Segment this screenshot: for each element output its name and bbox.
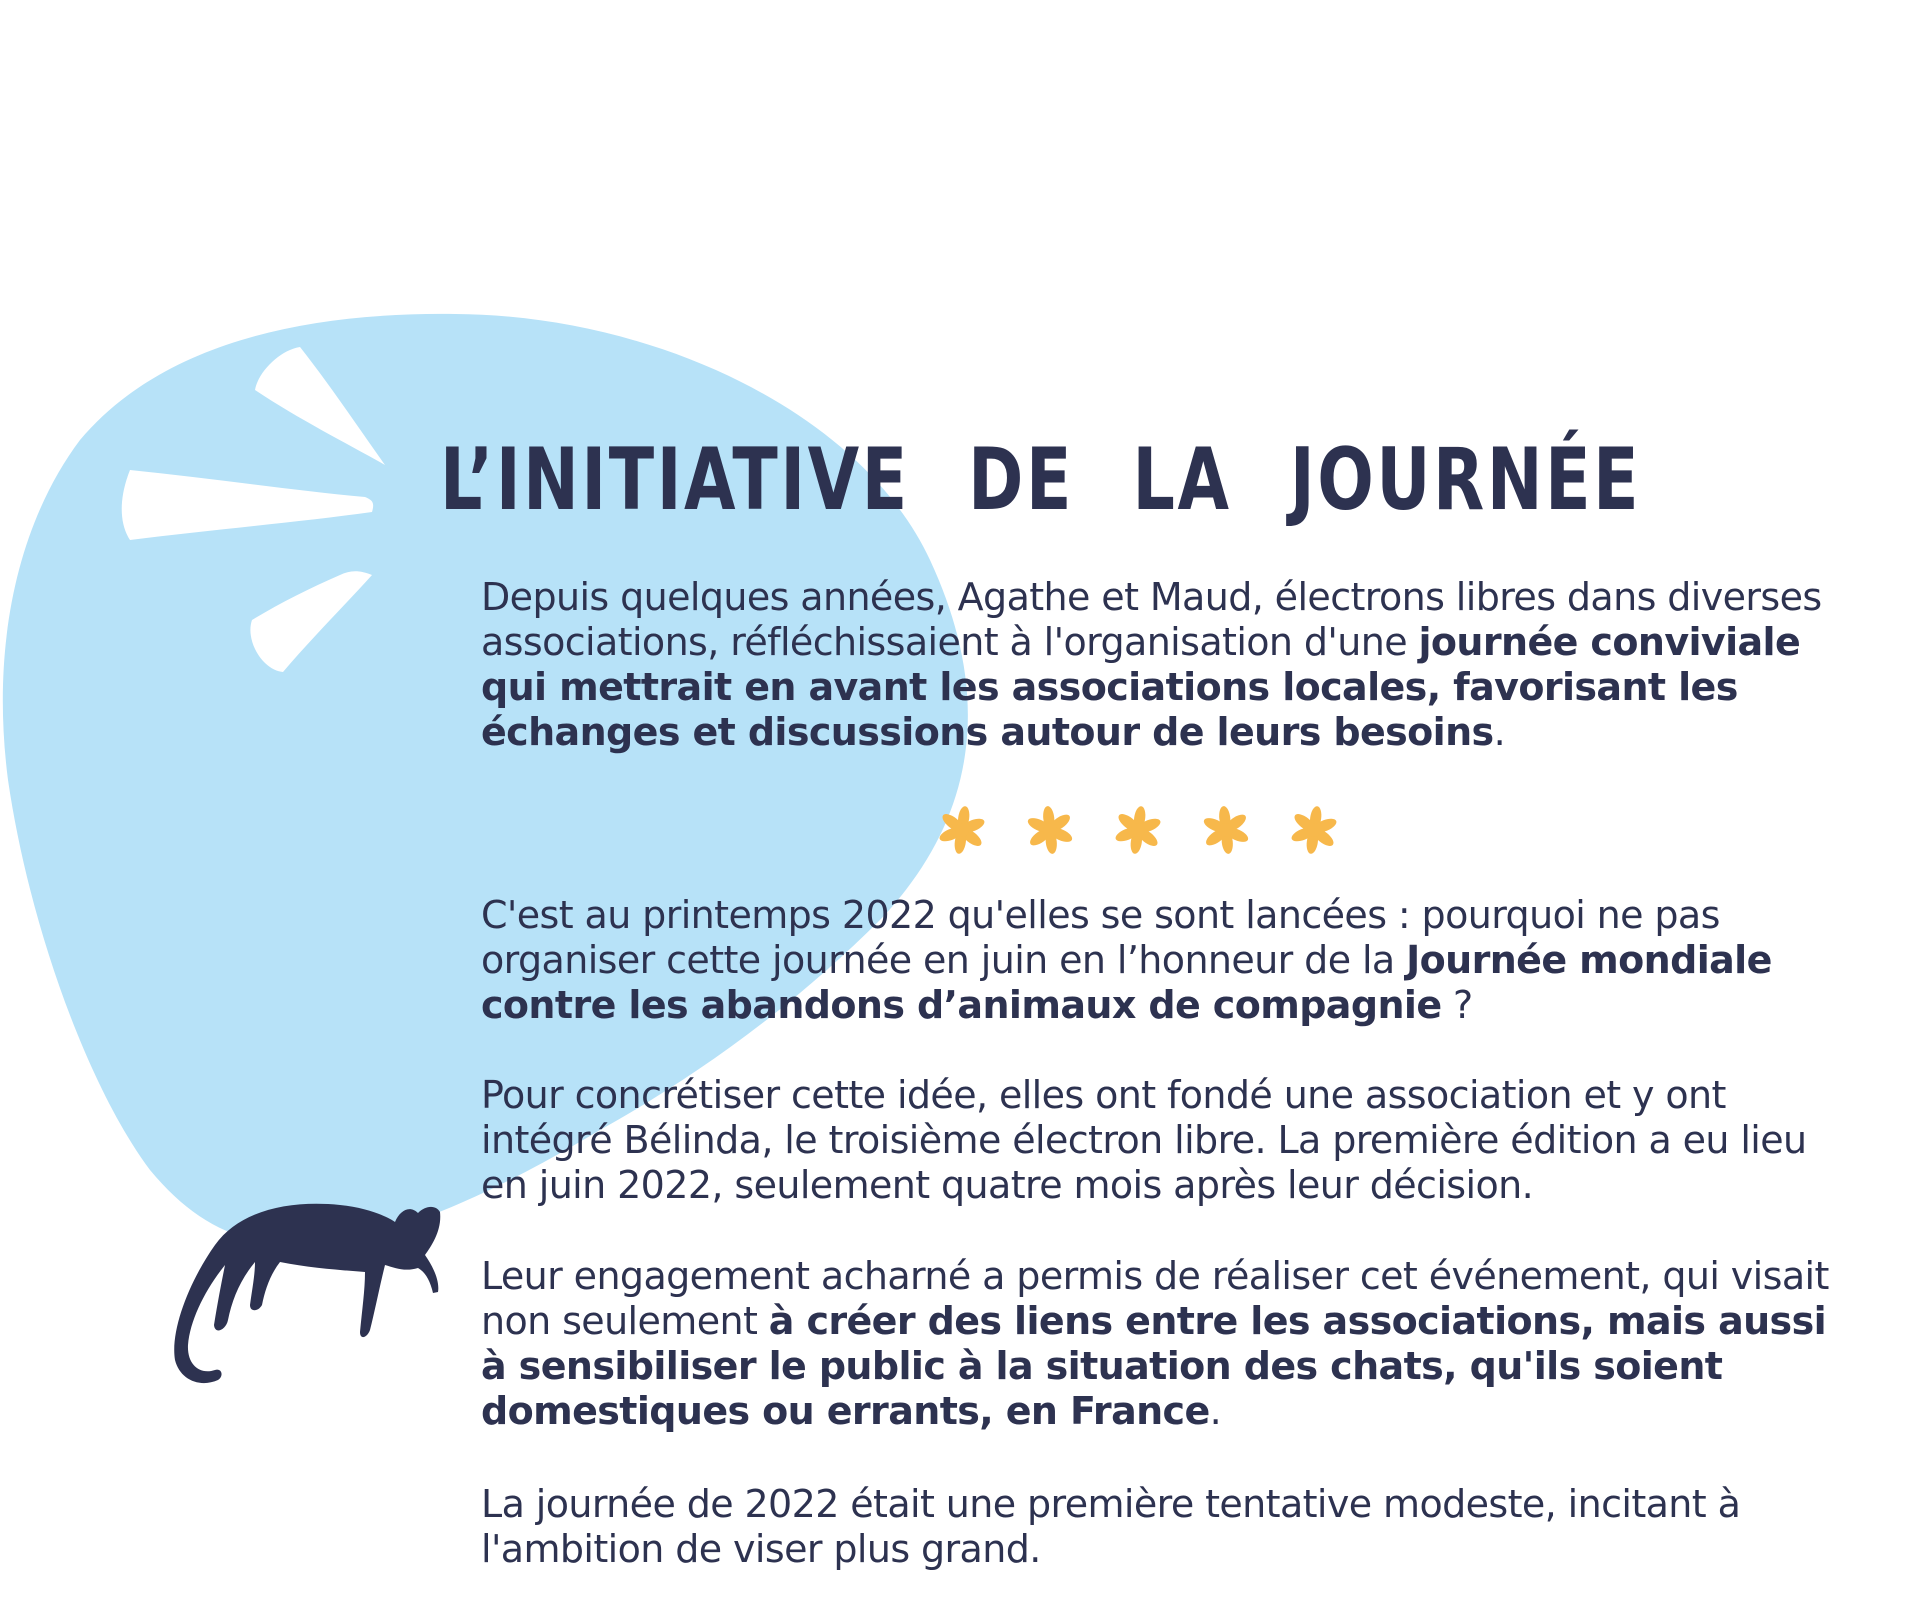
paragraph-spring: [481, 893, 1841, 1028]
paragraph-spring-bold: Journée mondiale contre les abandons d’animaux de compagnie: [481, 938, 1772, 1027]
asterisk-flower-icon: [1111, 803, 1164, 857]
paragraph-intro-end: .: [1493, 710, 1506, 754]
page-title: L’INITIATIVE DE LA JOURNÉE: [440, 430, 1642, 530]
paragraph-engagement-text: Leur engagement acharné a permis de réaliser cet événement, qui visait non seulement: [481, 1254, 1829, 1343]
paragraph-intro: [481, 575, 1841, 755]
star-divider: [930, 795, 1350, 865]
asterisk-flower-icon: [1024, 804, 1076, 857]
paragraph-intro-text: Depuis quelques années, Agathe et Maud, électrons libres dans diverses associations, réfléchissaient à l'organisation d'une: [481, 575, 1822, 664]
paragraph-association: [481, 1073, 1841, 1208]
paragraph-conclusion: [481, 1482, 1841, 1572]
paragraph-spring-end: ?: [1441, 983, 1473, 1027]
asterisk-flower-icon: [1287, 803, 1340, 857]
asterisk-flower-icon: [1200, 804, 1252, 857]
sleeping-cat-icon: [174, 1204, 440, 1383]
paragraph-intro-bold: journée conviviale qui mettrait en avant les associations locales, favorisant les échanges et discussions autour de leurs besoins: [481, 620, 1801, 754]
paragraph-association-text: Pour concrétiser cette idée, elles ont fondé une association et y ont intégré Bélinda, le troisième électron libre. La première édition a eu lieu en juin 2022, seulement quatre mois après leur décision.: [481, 1073, 1807, 1207]
asterisk-flower-icon: [935, 803, 988, 857]
paragraph-engagement: [481, 1254, 1841, 1434]
paragraph-conclusion-text: La journée de 2022 était une première tentative modeste, incitant à l'ambition de viser plus grand.: [481, 1482, 1741, 1571]
paragraph-engagement-bold: à créer des liens entre les associations, mais aussi à sensibiliser le public à la situation des chats, qu'ils soient domestiques ou errants, en France: [481, 1299, 1827, 1433]
paragraph-engagement-end: .: [1209, 1389, 1222, 1433]
paragraph-spring-text: C'est au printemps 2022 qu'elles se sont lancées : pourquoi ne pas organiser cette journée en juin en l’honneur de la: [481, 893, 1720, 982]
